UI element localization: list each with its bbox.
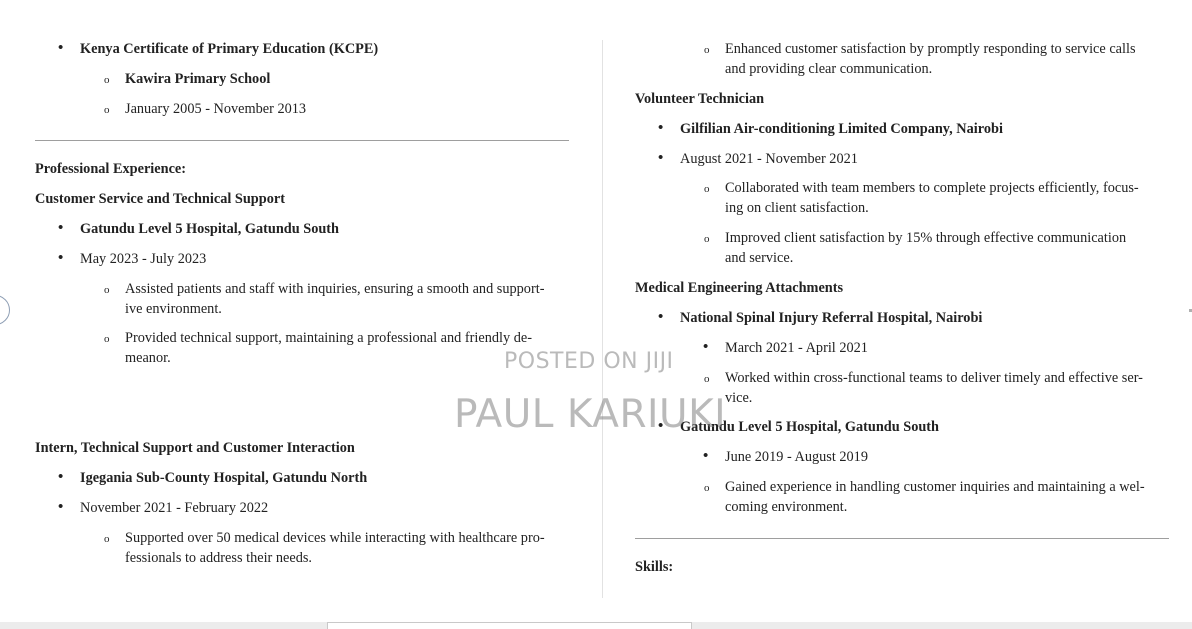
attachment1-bullet-line2: vice.: [725, 390, 753, 406]
column-divider: [602, 40, 603, 598]
attachment1-bullet-line1: o Worked within cross-functional teams to deliver timely and effective ser-: [725, 368, 1143, 388]
volunteer-bullet-1-line2: ing on client satisfaction.: [725, 200, 869, 216]
volunteer-bullet-2-line1: o Improved client satisfaction by 15% through effective communication: [725, 228, 1126, 248]
job1-bullet-1-line1: o Assisted patients and staff with inquiries, ensuring a smooth and support-: [125, 279, 544, 299]
job1-dates: • May 2023 - July 2023: [80, 249, 206, 269]
carry-bullet-line2: and providing clear communication.: [725, 61, 933, 77]
attachment2-bullet-line1: o Gained experience in handling customer inquiries and maintaining a wel-: [725, 477, 1145, 497]
attachment2-bullet-line2: coming environment.: [725, 499, 848, 515]
job2-title: Intern, Technical Support and Customer Interaction: [35, 440, 355, 456]
volunteer-place: • Gilfilian Air-conditioning Limited Company, Nairobi: [680, 119, 1003, 139]
skills-divider: [635, 538, 1169, 539]
section-divider: [35, 140, 569, 141]
attachment2-place: • Gatundu Level 5 Hospital, Gatundu South: [680, 417, 939, 437]
professional-experience-heading: Professional Experience:: [35, 161, 187, 177]
kcpe-school: o Kawira Primary School: [125, 69, 270, 89]
watermark-name: PAUL KARIUKI: [454, 392, 727, 437]
job2-place: • Igegania Sub-County Hospital, Gatundu North: [80, 468, 367, 488]
attachment1-place: • National Spinal Injury Referral Hospital, Nairobi: [680, 308, 982, 328]
volunteer-bullet-1-line1: o Collaborated with team members to complete projects efficiently, focus-: [725, 178, 1139, 198]
job2-bullet-1-line1: o Supported over 50 medical devices while interacting with healthcare pro-: [125, 528, 545, 548]
side-scroll-button[interactable]: [0, 295, 10, 325]
volunteer-title: Volunteer Technician: [635, 91, 765, 107]
job1-bullet-2-line2: meanor.: [125, 350, 171, 366]
job2-bullet-1-line2: fessionals to address their needs.: [125, 550, 313, 566]
attachment1-dates: • March 2021 - April 2021: [725, 338, 868, 358]
volunteer-dates: • August 2021 - November 2021: [680, 149, 858, 169]
job1-place: • Gatundu Level 5 Hospital, Gatundu South: [80, 219, 339, 239]
kcpe-title: • Kenya Certificate of Primary Education (KCPE): [80, 39, 378, 59]
watermark-posted: POSTED ON JIJI: [504, 349, 674, 374]
kcpe-dates: o January 2005 - November 2013: [125, 99, 306, 119]
job1-title: Customer Service and Technical Support: [35, 191, 285, 207]
job1-bullet-2-line1: o Provided technical support, maintaining a professional and friendly de-: [125, 328, 532, 348]
attachments-title: Medical Engineering Attachments: [635, 280, 844, 296]
bottom-page-tab[interactable]: [327, 622, 692, 629]
carry-bullet-line1: o Enhanced customer satisfaction by promptly responding to service calls: [725, 39, 1136, 59]
job1-bullet-1-line2: ive environment.: [125, 301, 222, 317]
skills-heading: Skills:: [635, 559, 674, 575]
job2-dates: • November 2021 - February 2022: [80, 498, 268, 518]
attachment2-dates: • June 2019 - August 2019: [725, 447, 868, 467]
volunteer-bullet-2-line2: and service.: [725, 250, 794, 266]
